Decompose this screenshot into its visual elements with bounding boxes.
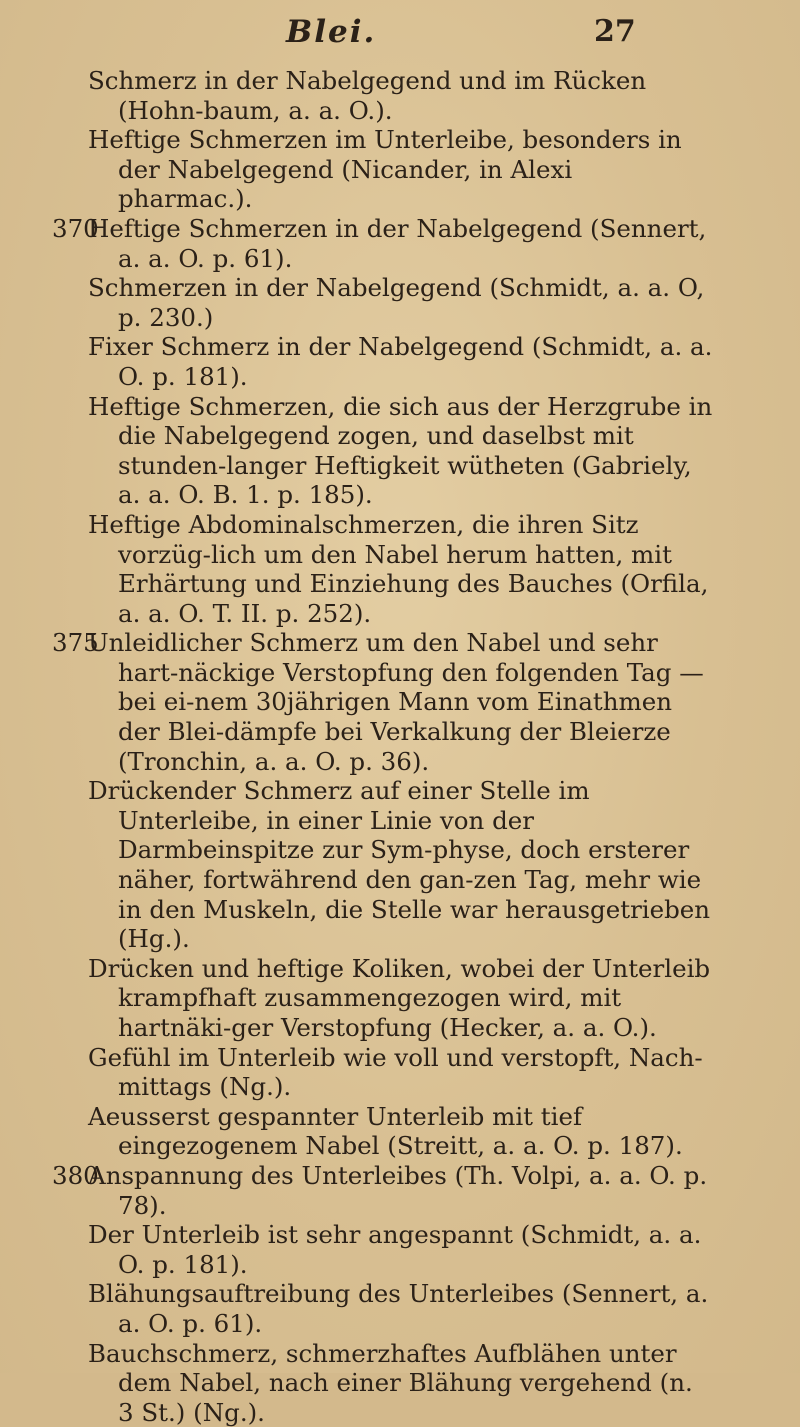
symptom-entry (0, 1339, 714, 1427)
symptom-text: Bauchschmerz, schmerzhaftes Aufblähen unter dem Nabel, nach einer Blähung vergehend (n. 3 St.) (Ng.). (88, 1338, 693, 1427)
symptom-text: Blähungsauftreibung des Unterleibes (Sennert, a. a. O. p. 61). (88, 1279, 709, 1338)
line-number: 370 (52, 213, 99, 243)
symptom-text: Heftige Schmerzen im Unterleibe, besonders in der Nabelgegend (Nicander, in Alexi pharmac.). (88, 125, 682, 214)
symptom-entry (0, 214, 714, 273)
symptom-entry (0, 1220, 714, 1279)
symptom-entry (0, 628, 714, 776)
symptom-entry (0, 1161, 714, 1220)
line-number: 380 (52, 1160, 99, 1190)
symptom-text: Der Unterleib ist sehr angespannt (Schmidt, a. a. O. p. 181). (88, 1220, 702, 1279)
symptom-text: Drücken und heftige Koliken, wobei der Unterleib krampfhaft zusammengezogen wird, mit hartnäki-ger Verstopfung (Hecker, a. a. O.). (88, 953, 711, 1042)
page-number: 27 (594, 14, 636, 49)
symptom-entry (0, 392, 714, 510)
symptom-list (0, 66, 800, 1427)
symptom-entry (0, 954, 714, 1043)
symptom-entry (0, 66, 714, 125)
line-number: 375 (52, 628, 99, 658)
symptom-text: Heftige Abdominalschmerzen, die ihren Sitz vorzüg-lich um den Nabel herum hatten, mit Erhärtung und Einziehung des Bauches (Orfila, a. a. O. T. II. p. 252). (88, 509, 709, 628)
symptom-entry (0, 332, 714, 391)
symptom-entry (0, 510, 714, 628)
symptom-entry (0, 125, 714, 214)
symptom-text: Aeusserst gespannter Unterleib mit tief eingezogenem Nabel (Streitt, a. a. O. p. 187). (88, 1101, 683, 1161)
symptom-text: Heftige Schmerzen, die sich aus der Herzgrube in die Nabelgegend zogen, und daselbst mit stunden-langer Heftigkeit wütheten (Gabriely, a. a. O. B. 1. p. 185). (88, 391, 713, 510)
symptom-entry (0, 273, 714, 332)
symptom-text: Schmerz in der Nabelgegend und im Rücken (Hohn-baum, a. a. O.). (88, 66, 647, 125)
symptom-entry (0, 1279, 714, 1338)
page-header (0, 14, 800, 54)
symptom-text: Anspannung des Unterleibes (Th. Volpi, a. a. O. p. 78). (88, 1160, 708, 1220)
symptom-text: Unleidlicher Schmerz um den Nabel und sehr hart-näckige Verstopfung den folgenden Tag — bei ei-nem 30jährigen Mann vom Einathmen der Blei-dämpfe bei Verkalkung der Bleierze (Tronchin, a. a. O. p. 36). (88, 628, 704, 776)
symptom-entry (0, 1102, 714, 1161)
symptom-text: Heftige Schmerzen in der Nabelgegend (Sennert, a. a. O. p. 61). (88, 213, 707, 273)
running-head: Blei. (286, 14, 377, 50)
symptom-entry (0, 776, 714, 954)
symptom-text: Gefühl im Unterleib wie voll und verstopft, Nach-mittags (Ng.). (88, 1042, 703, 1102)
symptom-entry (0, 1043, 714, 1102)
symptom-text: Fixer Schmerz in der Nabelgegend (Schmidt, a. a. O. p. 181). (88, 332, 713, 391)
symptom-text: Drückender Schmerz auf einer Stelle im Unterleibe, in einer Linie von der Darmbeinspitze zur Sym-physe, doch ersterer näher, fortwährend den gan-zen Tag, mehr wie in den Muskeln, die Stelle war herausgetrieben (Hg.). (88, 776, 711, 954)
symptom-text: Schmerzen in der Nabelgegend (Schmidt, a. a. O, p. 230.) (88, 273, 705, 332)
